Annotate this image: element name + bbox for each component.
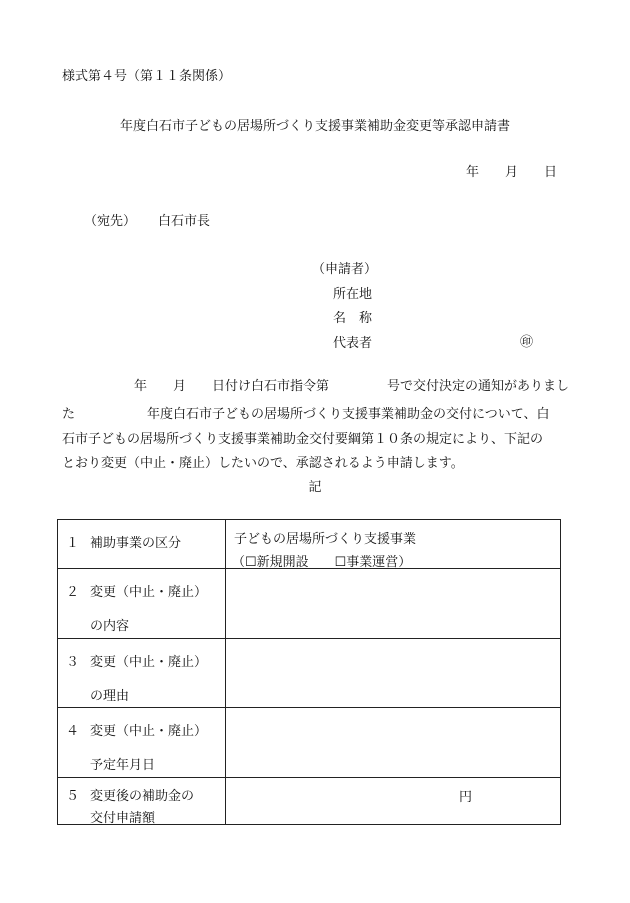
date-line (466, 166, 557, 179)
yen-unit: 円 (459, 790, 473, 805)
row-label: 変更（中止・廃止） (90, 585, 208, 600)
row-label-cell (58, 708, 226, 778)
row-value-cell[interactable] (226, 778, 561, 825)
addressee-name: 白石市長 (158, 214, 211, 229)
table-row (58, 778, 561, 825)
applicant-address-label: 所在地 (333, 287, 373, 302)
applicant-name-label: 名 称 (333, 311, 373, 326)
body-line-1-tail: 号で交付決定の通知がありまし (387, 379, 570, 394)
row-label-cell (58, 639, 226, 708)
row-label: 変更（中止・廃止） (90, 724, 208, 739)
row-value-cell[interactable] (226, 569, 561, 639)
seal-mark: ㊞ (520, 335, 534, 350)
row-label-line-2: の内容 (90, 619, 130, 634)
form-number: 様式第４号（第１１条関係） (62, 69, 232, 84)
body-line-2-head: た (62, 407, 76, 422)
body-line-3: 石市子どもの居場所づくり支援事業補助金交付要綱第１０条の規定により、下記の (62, 432, 544, 447)
date-day: 日 (544, 165, 558, 180)
row-label-cell (58, 520, 226, 569)
date-month: 月 (505, 165, 519, 180)
row-number: ５ (66, 789, 80, 804)
row-value-cell[interactable] (226, 639, 561, 708)
row-label-line-2: の理由 (90, 689, 130, 704)
applicant-representative-label: 代表者 (333, 336, 373, 351)
row-label: 変更後の補助金の (90, 789, 195, 804)
date-year: 年 (466, 165, 480, 180)
project-type-options[interactable]: （☐新規開設 ☐事業運営） (232, 555, 412, 570)
body-line-4: とおり変更（中止・廃止）したいので、承認されるよう申請します。 (62, 456, 464, 471)
body-year: 年 (134, 379, 148, 394)
row-label: 補助事業の区分 (90, 536, 182, 551)
application-table (57, 519, 561, 825)
body-month: 月 (173, 379, 187, 394)
row-label-cell (58, 778, 226, 825)
row-label-cell (58, 569, 226, 639)
body-line-2-text: 年度白石市子どもの居場所づくり支援事業補助金の交付について、白 (147, 407, 550, 422)
row-value-cell[interactable] (226, 520, 561, 569)
body-line-2 (62, 408, 550, 421)
project-type-text: 子どもの居場所づくり支援事業 (234, 532, 417, 547)
row-label: 変更（中止・廃止） (90, 655, 208, 670)
row-number: ２ (66, 585, 80, 600)
addressee (84, 215, 210, 228)
table-row (58, 569, 561, 639)
row-label-line-2: 交付申請額 (90, 811, 156, 826)
document-title: 年度白石市子どもの居場所づくり支援事業補助金変更等承認申請書 (119, 119, 510, 134)
row-label-line-2: 予定年月日 (90, 758, 156, 773)
body-line-1 (62, 380, 569, 393)
row-number: ４ (66, 724, 80, 739)
addressee-label: （宛先） (84, 214, 137, 229)
row-value-cell[interactable] (226, 708, 561, 778)
table-row (58, 520, 561, 569)
ki-marker: 記 (308, 480, 322, 495)
body-line-1-text: 日付け白石市指令第 (212, 379, 330, 394)
row-number: ３ (66, 655, 80, 670)
row-number: １ (66, 536, 80, 551)
table-row (58, 708, 561, 778)
table-row (58, 639, 561, 708)
applicant-label: （申請者） (312, 262, 378, 277)
